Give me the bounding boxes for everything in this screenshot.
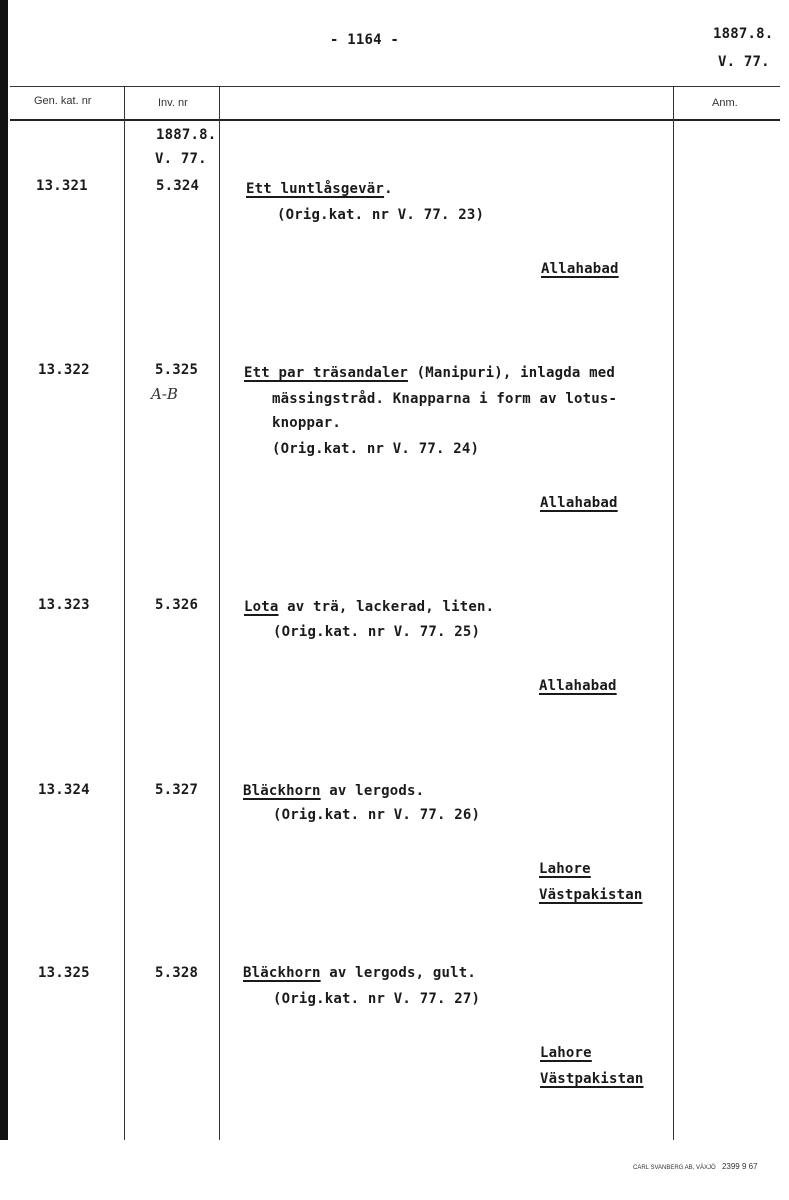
entry-description [244, 365, 615, 381]
entry-continuation-line: knoppar. [272, 415, 342, 431]
entry-description-rest: (Manipuri), inlagda med [407, 365, 616, 381]
entry-title: Ett luntlåsgevär [246, 181, 385, 197]
place-name: Allahabad [539, 678, 617, 694]
inv-handwritten-note: A-B [151, 385, 178, 403]
inv-number: 5.326 [155, 597, 199, 613]
gen-kat-number: 13.322 [38, 362, 90, 378]
column-divider-1 [124, 86, 125, 1140]
inv-number: 5.327 [155, 782, 199, 798]
entry-title: Lota [244, 599, 279, 615]
column-divider-2 [219, 86, 220, 1140]
form-code: 2399 9 67 [721, 1162, 758, 1171]
entry-description-rest: . [384, 181, 393, 197]
gen-kat-number: 13.321 [36, 178, 88, 194]
gen-kat-number: 13.325 [38, 965, 90, 981]
place-name: Allahabad [540, 495, 618, 511]
inv-number: 5.325 [155, 362, 199, 378]
orig-kat-reference: (Orig.kat. nr V. 77. 25) [273, 624, 481, 640]
entry-description-rest: av lergods. [320, 783, 425, 799]
column-header-gen-kat: Gen. kat. nr [34, 95, 92, 107]
entry-description-rest: av lergods, gult. [320, 965, 476, 981]
corner-year: 1887.8. [713, 26, 774, 42]
gen-kat-number: 13.323 [38, 597, 90, 613]
left-margin-bar [0, 0, 8, 1140]
orig-kat-reference: (Orig.kat. nr V. 77. 23) [277, 207, 485, 223]
orig-kat-reference: (Orig.kat. nr V. 77. 26) [273, 807, 481, 823]
intro-year: 1887.8. [156, 127, 217, 143]
entry-description [246, 181, 393, 197]
column-header-anm: Anm. [712, 97, 738, 109]
orig-kat-reference: (Orig.kat. nr V. 77. 24) [272, 441, 480, 457]
place-region: Västpakistan [540, 1071, 644, 1087]
column-divider-3 [673, 86, 674, 1140]
entry-description [243, 965, 476, 981]
entry-title: Bläckhorn [243, 783, 321, 799]
gen-kat-number: 13.324 [38, 782, 90, 798]
place-name: Lahore [540, 1045, 592, 1061]
page-number: - 1164 - [330, 32, 400, 48]
entry-description-rest: av trä, lackerad, liten. [278, 599, 495, 615]
orig-kat-reference: (Orig.kat. nr V. 77. 27) [273, 991, 481, 1007]
inv-number: 5.328 [155, 965, 199, 981]
place-region: Västpakistan [539, 887, 643, 903]
header-top-rule [10, 86, 780, 87]
place-name: Lahore [539, 861, 591, 877]
header-bottom-rule [10, 119, 780, 121]
inv-number: 5.324 [156, 178, 200, 194]
printer-imprint [633, 1162, 758, 1171]
entry-title: Bläckhorn [243, 965, 321, 981]
intro-series: V. 77. [155, 151, 207, 167]
entry-continuation-line: mässingstråd. Knapparna i form av lotus- [272, 391, 618, 407]
corner-series: V. 77. [718, 54, 770, 70]
entry-description [244, 599, 494, 615]
entry-title: Ett par träsandaler [244, 365, 408, 381]
entry-description [243, 783, 424, 799]
place-name: Allahabad [541, 261, 619, 277]
printer-name: CARL SVANBERG AB, VÄXJÖ [633, 1165, 716, 1171]
column-header-inv: Inv. nr [158, 97, 188, 109]
